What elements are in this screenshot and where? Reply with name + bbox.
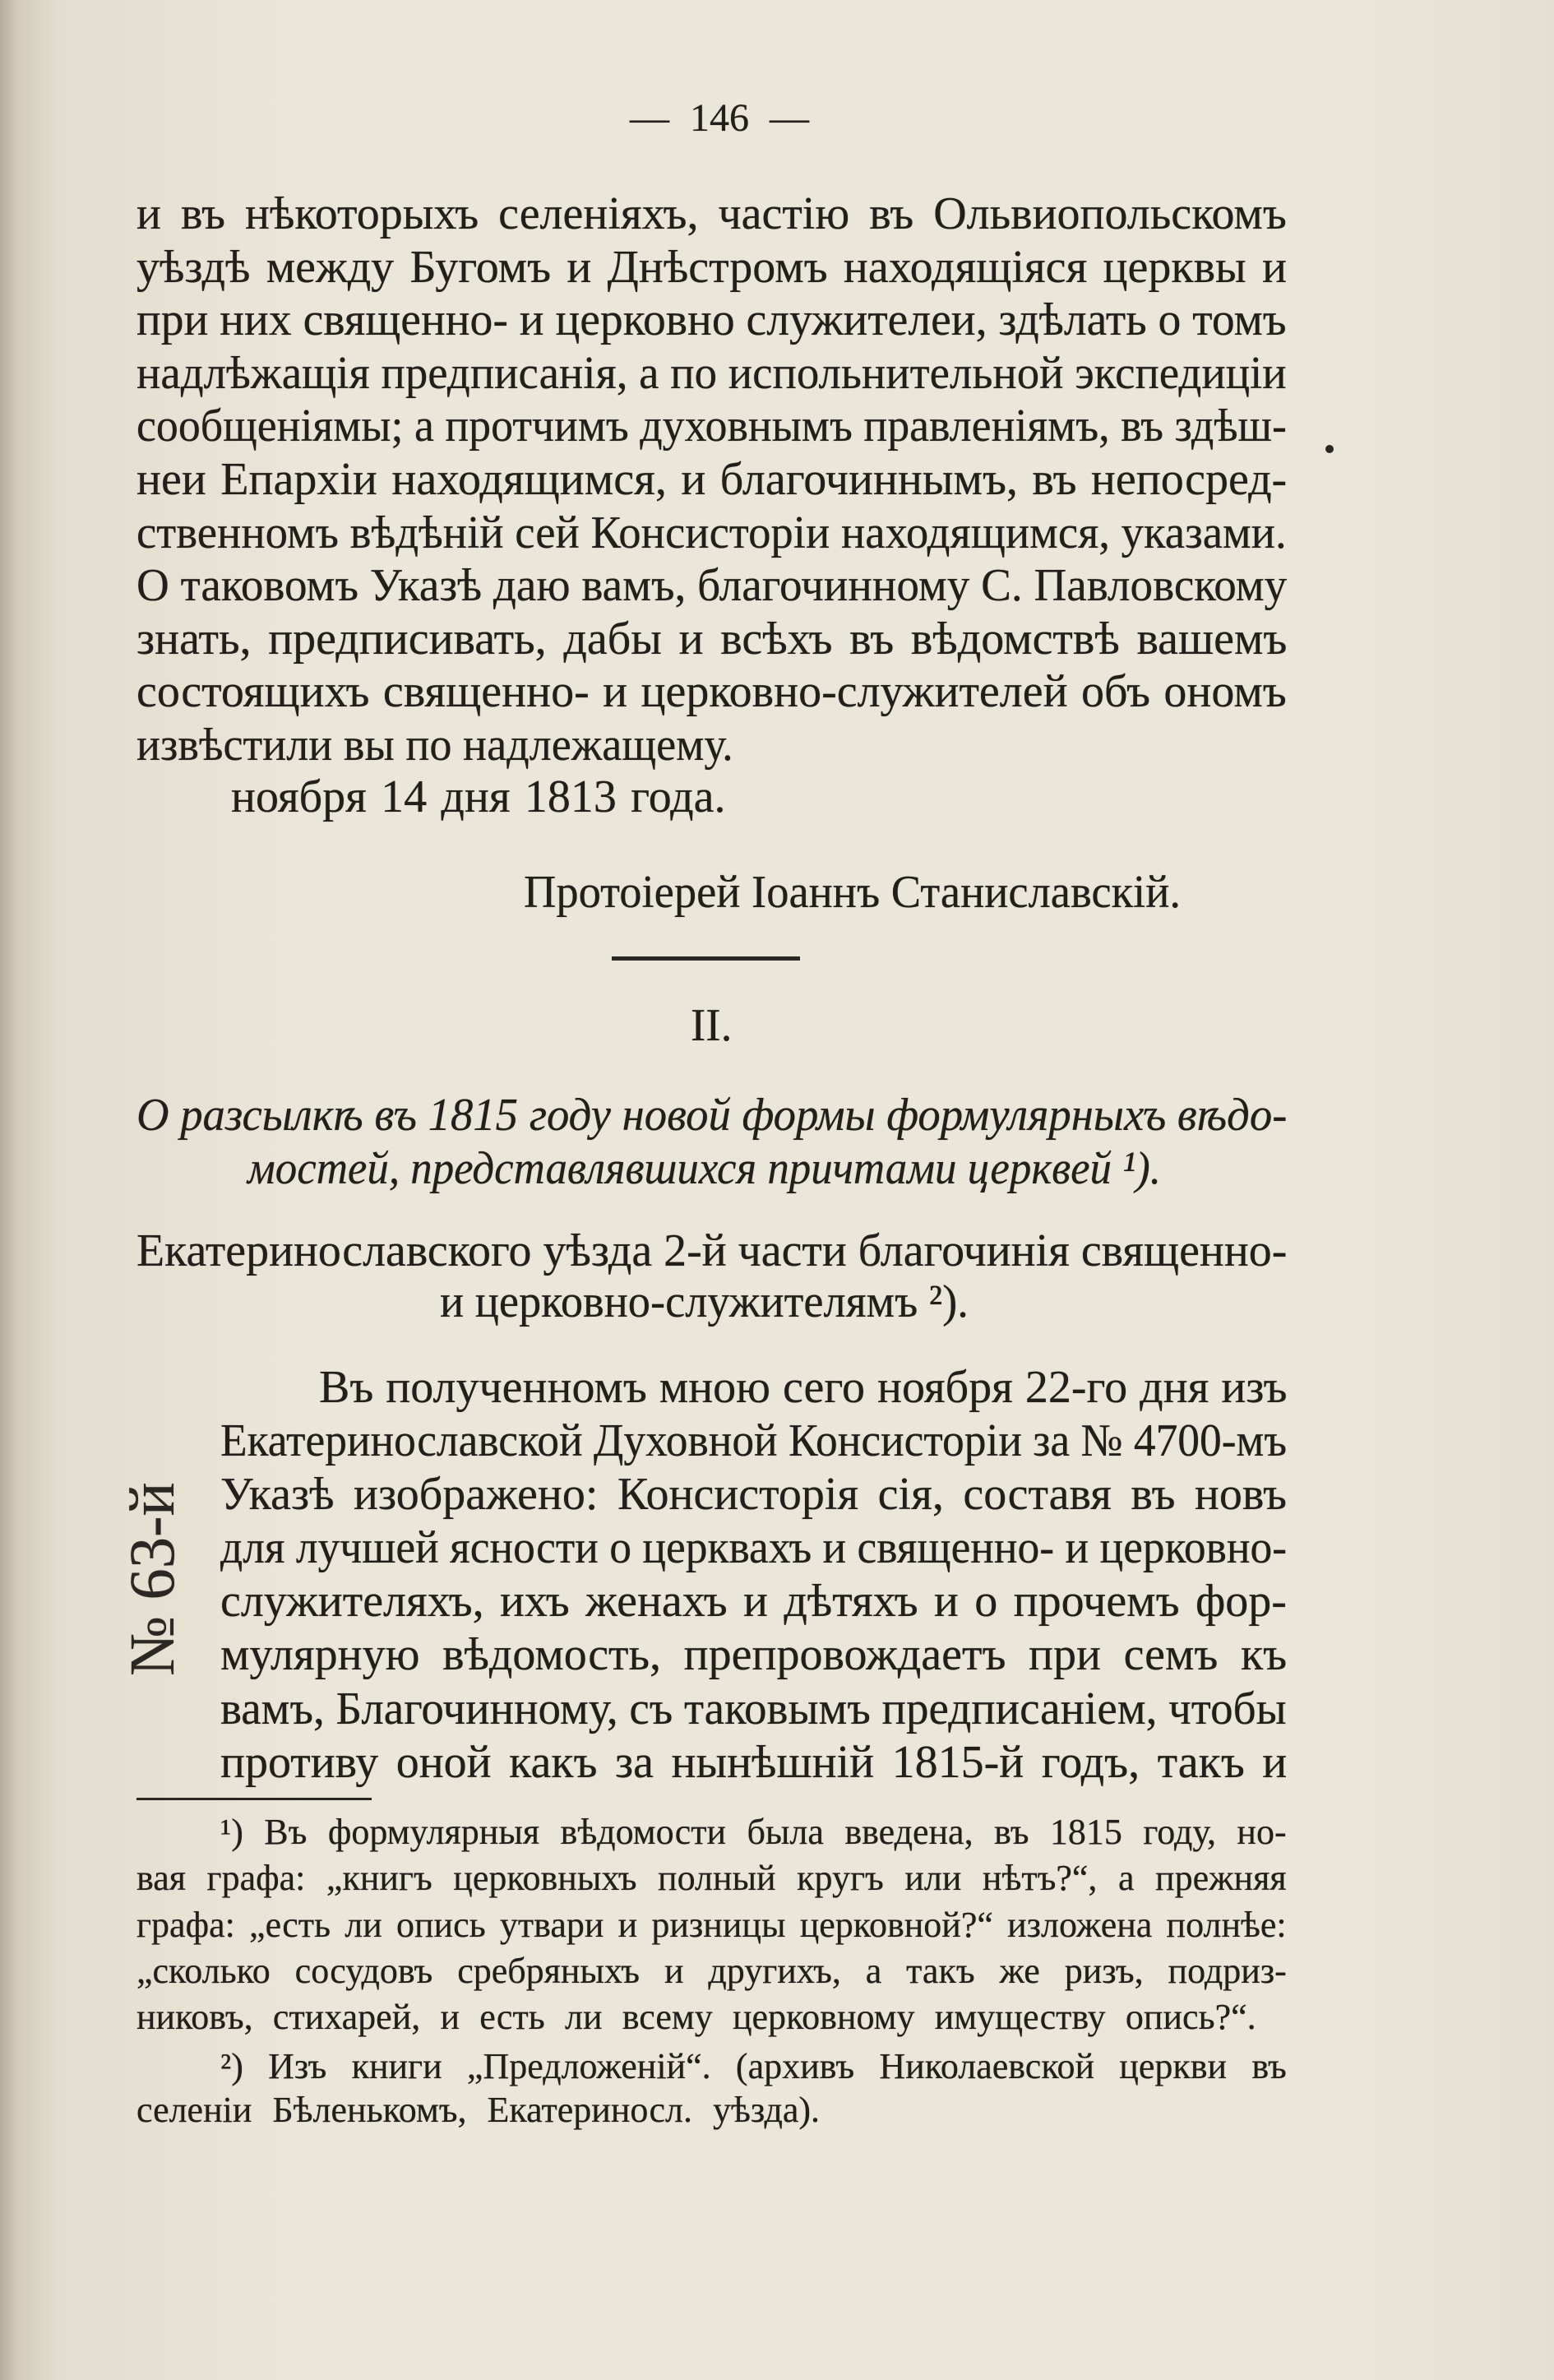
letter-body-line: Въ полученномъ мною сего ноября 22-го дня изъ <box>319 1362 1288 1413</box>
addressee-line: и церковно-служителямъ ²). <box>440 1276 969 1327</box>
letter-body-line: мулярную вѣдомость, препровождаетъ при семъ къ <box>220 1629 1288 1680</box>
decree-line: уѣздѣ между Бугомъ и Днѣстромъ находящіяся церквы и <box>136 242 1287 293</box>
letter-body-line: противу оной какъ за нынѣшній 1815-й годъ, такъ и <box>220 1737 1288 1788</box>
decree-line: надлѣжащія предписанія, а по испольнительной экспедиціи <box>136 348 1287 399</box>
footnote-2-line: селеніи Бѣленькомъ, Екатериносл. уѣзда). <box>136 2090 821 2130</box>
footnote-1-line: вая графа: „книгъ церковныхъ полный кругъ или нѣтъ?“, а прежняя <box>136 1858 1287 1898</box>
letter-body-line: служителяхъ, ихъ женахъ и дѣтяхъ и о прочемъ фор- <box>220 1576 1287 1627</box>
letter-body-line: Екатеринославской Духовной Консисторіи за № 4700-мъ <box>220 1415 1287 1466</box>
margin-note-box <box>118 1482 187 1676</box>
margin-note: № 63-й <box>116 1482 187 1676</box>
addressee-line: Екатеринославского уѣзда 2-й части благочинія священно- <box>136 1225 1288 1276</box>
footnote-1-line: графа: „есть ли опись утвари и ризницы церковной?“ изложена полнѣе: <box>136 1905 1287 1945</box>
decree-date: ноября 14 дня 1813 года. <box>231 771 726 822</box>
footnote-rule <box>136 1798 372 1800</box>
letter-body-line: вамъ, Благочинному, съ таковымъ предписаніем, чтобы <box>220 1683 1287 1734</box>
decree-line: состоящихъ священно- и церковно-служителей объ ономъ <box>136 666 1287 717</box>
decree-line: знать, предписивать, дабы и всѣхъ въ вѣдомствѣ вашемъ <box>136 614 1288 664</box>
decree-line: О таковомъ Указѣ даю вамъ, благочинному С. Павловскому <box>136 560 1288 611</box>
decree-line: ственномъ вѣдѣній сей Консисторіи находящимся, указами. <box>136 507 1287 558</box>
decree-line: извѣстили вы по надлежащему. <box>136 720 733 771</box>
decree-signature: Протоіерей Іоаннъ Станиславскій. <box>524 867 1181 918</box>
decree-line: и въ нѣкоторыхъ селеніяхъ, частію въ Ольвиопольскомъ <box>136 188 1287 239</box>
ink-speck <box>1325 445 1334 453</box>
page-number: — 146 — <box>630 96 809 140</box>
decree-line: при них священно- и церковно служителеи, здѣлать о томъ <box>136 294 1287 345</box>
footnote-1-line: ¹) Въ формулярныя вѣдомости была введена, въ 1815 году, но- <box>220 1812 1287 1852</box>
letter-body-line: для лучшей ясности о церквахъ и священно- и церковно- <box>220 1522 1288 1573</box>
footnote-2-line: ²) Изъ книги „Предложеній“. (архивъ Николаевской церкви въ <box>220 2046 1287 2086</box>
section-title-line: мостей, представлявшихся причтами церквей ¹). <box>247 1143 1161 1194</box>
decree-line: сообщеніямы; а протчимъ духовнымъ правленіямъ, въ здѣш- <box>136 401 1287 451</box>
decree-line: неи Епархіи находящимся, и благочиннымъ, въ непосред- <box>136 454 1288 505</box>
letter-body-line: Указѣ изображено: Консисторія сія, составя въ новъ <box>220 1469 1287 1520</box>
section-number: II. <box>691 1000 733 1051</box>
footnote-1-line: „сколько сосудовъ сребряныхъ и другихъ, а такъ же ризъ, подриз- <box>136 1951 1287 1991</box>
section-divider-rule <box>612 956 800 961</box>
section-title-line: О разсылкѣ въ 1815 году новой формы формулярныхъ вѣдо- <box>136 1090 1288 1141</box>
footnote-1-line: никовъ, стихарей, и есть ли всему церковному имуществу опись?“. <box>136 1997 1256 2037</box>
